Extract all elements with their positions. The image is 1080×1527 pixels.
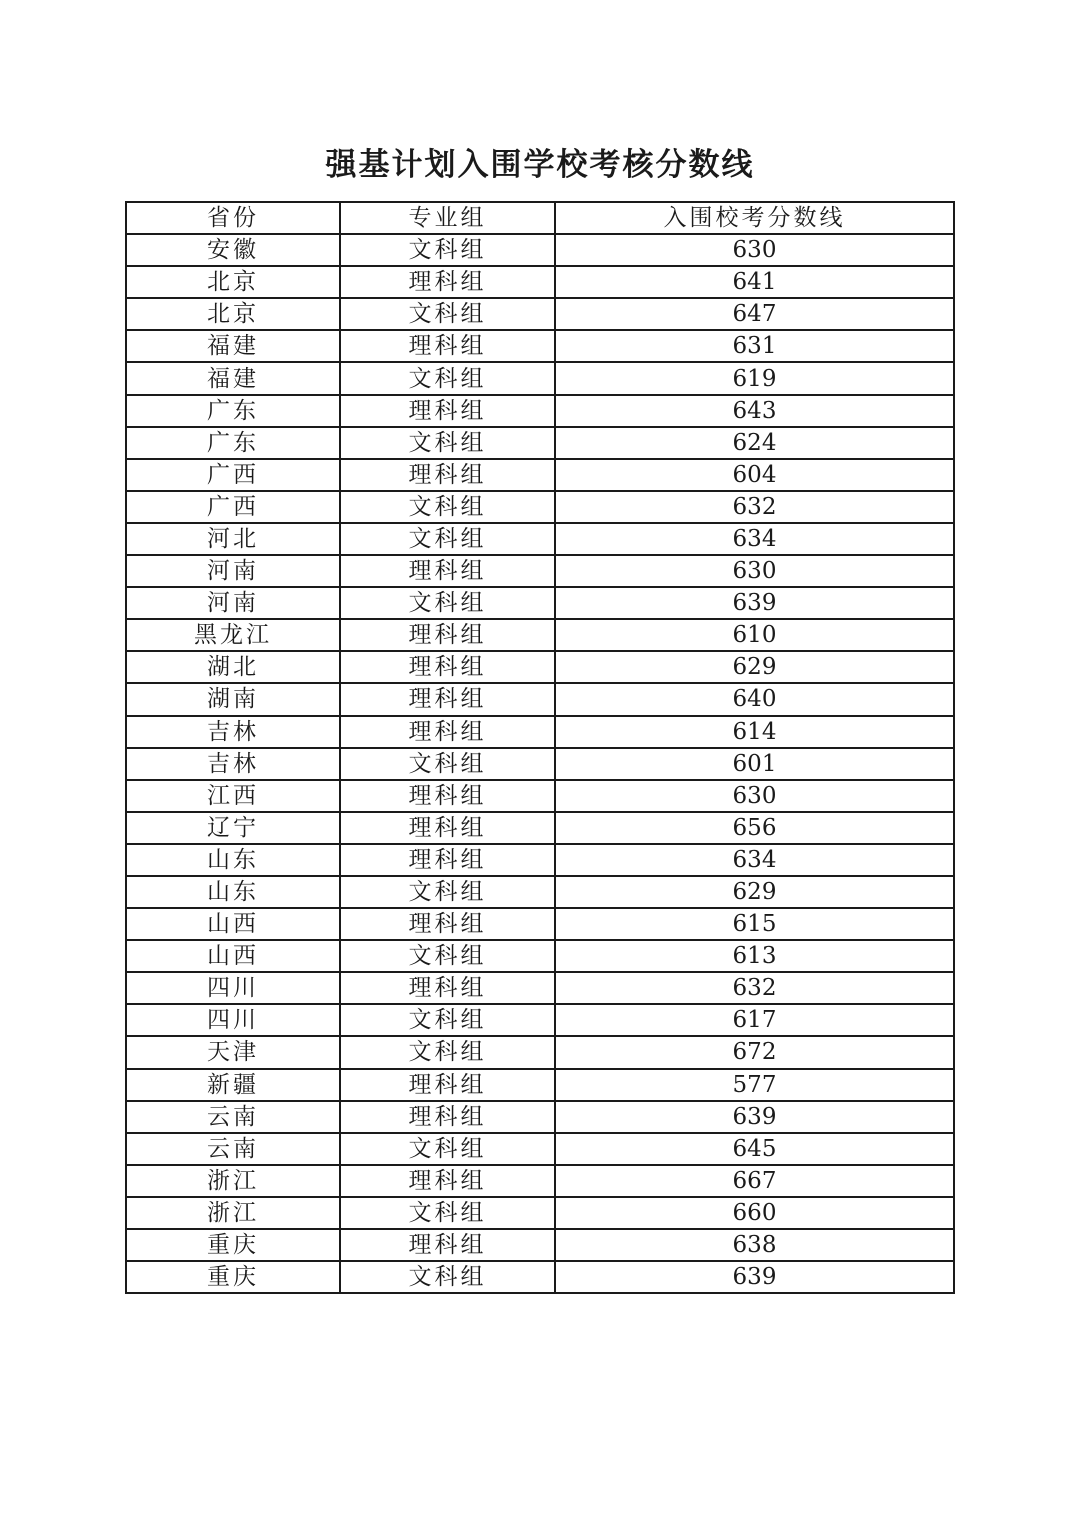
column-header-province: 省份 xyxy=(126,202,340,234)
table-row xyxy=(126,298,954,330)
cell-score: 639 xyxy=(555,1101,954,1133)
table-row xyxy=(126,523,954,555)
cell-group: 文科组 xyxy=(340,1133,555,1165)
table-row xyxy=(126,1229,954,1261)
cell-province: 吉林 xyxy=(126,748,340,780)
cell-province: 山东 xyxy=(126,876,340,908)
cell-province: 安徽 xyxy=(126,234,340,266)
cell-province: 吉林 xyxy=(126,716,340,748)
cell-province: 天津 xyxy=(126,1036,340,1068)
cell-province: 湖南 xyxy=(126,683,340,715)
cell-score: 638 xyxy=(555,1229,954,1261)
cell-group: 文科组 xyxy=(340,362,555,394)
cell-score: 629 xyxy=(555,651,954,683)
cell-province: 山西 xyxy=(126,940,340,972)
cell-score: 667 xyxy=(555,1165,954,1197)
cell-group: 理科组 xyxy=(340,812,555,844)
table-row xyxy=(126,940,954,972)
cell-province: 江西 xyxy=(126,780,340,812)
cell-province: 广东 xyxy=(126,395,340,427)
cell-group: 文科组 xyxy=(340,298,555,330)
cell-province: 湖北 xyxy=(126,651,340,683)
cell-score: 624 xyxy=(555,427,954,459)
table-row xyxy=(126,330,954,362)
table-row xyxy=(126,844,954,876)
cell-score: 641 xyxy=(555,266,954,298)
cell-group: 文科组 xyxy=(340,1261,555,1293)
cell-score: 630 xyxy=(555,780,954,812)
cell-province: 新疆 xyxy=(126,1069,340,1101)
cell-score: 660 xyxy=(555,1197,954,1229)
cell-group: 理科组 xyxy=(340,619,555,651)
cell-province: 北京 xyxy=(126,266,340,298)
cell-group: 文科组 xyxy=(340,1036,555,1068)
cell-province: 黑龙江 xyxy=(126,619,340,651)
column-header-score: 入围校考分数线 xyxy=(555,202,954,234)
cell-province: 辽宁 xyxy=(126,812,340,844)
cell-group: 理科组 xyxy=(340,844,555,876)
cell-group: 文科组 xyxy=(340,234,555,266)
table-row xyxy=(126,876,954,908)
table-row xyxy=(126,1101,954,1133)
table-row xyxy=(126,683,954,715)
table-row xyxy=(126,619,954,651)
cell-province: 重庆 xyxy=(126,1229,340,1261)
cell-province: 北京 xyxy=(126,298,340,330)
cell-group: 文科组 xyxy=(340,876,555,908)
cell-province: 河南 xyxy=(126,555,340,587)
cell-score: 619 xyxy=(555,362,954,394)
table-body xyxy=(126,234,954,1293)
cell-province: 云南 xyxy=(126,1101,340,1133)
cell-group: 理科组 xyxy=(340,780,555,812)
cell-province: 重庆 xyxy=(126,1261,340,1293)
cell-group: 理科组 xyxy=(340,716,555,748)
table-row xyxy=(126,1133,954,1165)
cell-province: 云南 xyxy=(126,1133,340,1165)
table-row xyxy=(126,395,954,427)
cell-group: 理科组 xyxy=(340,683,555,715)
table-row xyxy=(126,1261,954,1293)
cell-score: 645 xyxy=(555,1133,954,1165)
table-row xyxy=(126,1165,954,1197)
cell-group: 文科组 xyxy=(340,427,555,459)
cell-score: 640 xyxy=(555,683,954,715)
cell-group: 理科组 xyxy=(340,651,555,683)
cell-score: 613 xyxy=(555,940,954,972)
table-header-row xyxy=(126,202,954,234)
cell-score: 639 xyxy=(555,587,954,619)
table-row xyxy=(126,716,954,748)
cell-group: 理科组 xyxy=(340,972,555,1004)
cell-province: 福建 xyxy=(126,362,340,394)
table-row xyxy=(126,972,954,1004)
table-row xyxy=(126,651,954,683)
table-row xyxy=(126,1004,954,1036)
table-row xyxy=(126,1036,954,1068)
cell-province: 广东 xyxy=(126,427,340,459)
cell-province: 河北 xyxy=(126,523,340,555)
page-title: 强基计划入围学校考核分数线 xyxy=(325,147,755,183)
cell-score: 634 xyxy=(555,523,954,555)
cell-group: 文科组 xyxy=(340,940,555,972)
cell-group: 理科组 xyxy=(340,459,555,491)
cell-group: 理科组 xyxy=(340,908,555,940)
cell-score: 630 xyxy=(555,234,954,266)
cell-score: 647 xyxy=(555,298,954,330)
cell-score: 632 xyxy=(555,972,954,1004)
table-row xyxy=(126,1069,954,1101)
cell-group: 理科组 xyxy=(340,555,555,587)
cell-score: 577 xyxy=(555,1069,954,1101)
cell-score: 601 xyxy=(555,748,954,780)
cell-score: 631 xyxy=(555,330,954,362)
cell-group: 理科组 xyxy=(340,1229,555,1261)
cell-province: 福建 xyxy=(126,330,340,362)
cell-group: 文科组 xyxy=(340,491,555,523)
cell-group: 理科组 xyxy=(340,1165,555,1197)
cell-province: 山西 xyxy=(126,908,340,940)
table-row xyxy=(126,491,954,523)
cell-score: 643 xyxy=(555,395,954,427)
cell-group: 文科组 xyxy=(340,748,555,780)
cell-score: 614 xyxy=(555,716,954,748)
cell-province: 河南 xyxy=(126,587,340,619)
cell-group: 文科组 xyxy=(340,1197,555,1229)
cell-score: 615 xyxy=(555,908,954,940)
cell-province: 广西 xyxy=(126,459,340,491)
cell-score: 630 xyxy=(555,555,954,587)
cell-score: 617 xyxy=(555,1004,954,1036)
table-row xyxy=(126,780,954,812)
cell-score: 629 xyxy=(555,876,954,908)
cell-group: 理科组 xyxy=(340,395,555,427)
cell-score: 610 xyxy=(555,619,954,651)
cell-province: 山东 xyxy=(126,844,340,876)
cell-province: 浙江 xyxy=(126,1165,340,1197)
table-row xyxy=(126,427,954,459)
cell-group: 文科组 xyxy=(340,523,555,555)
cell-score: 639 xyxy=(555,1261,954,1293)
cell-group: 理科组 xyxy=(340,330,555,362)
table-row xyxy=(126,812,954,844)
table-row xyxy=(126,908,954,940)
cell-score: 632 xyxy=(555,491,954,523)
cell-province: 四川 xyxy=(126,972,340,1004)
cell-group: 理科组 xyxy=(340,266,555,298)
cell-province: 四川 xyxy=(126,1004,340,1036)
cell-score: 656 xyxy=(555,812,954,844)
cell-score: 604 xyxy=(555,459,954,491)
table-row xyxy=(126,1197,954,1229)
column-header-group: 专业组 xyxy=(340,202,555,234)
table-row xyxy=(126,459,954,491)
table-row xyxy=(126,266,954,298)
cell-score: 672 xyxy=(555,1036,954,1068)
table-row xyxy=(126,362,954,394)
table-row xyxy=(126,748,954,780)
table-row xyxy=(126,555,954,587)
table-row xyxy=(126,587,954,619)
score-table xyxy=(125,201,955,1294)
cell-group: 理科组 xyxy=(340,1101,555,1133)
cell-score: 634 xyxy=(555,844,954,876)
cell-group: 文科组 xyxy=(340,1004,555,1036)
cell-group: 文科组 xyxy=(340,587,555,619)
table-row xyxy=(126,234,954,266)
cell-province: 浙江 xyxy=(126,1197,340,1229)
cell-group: 理科组 xyxy=(340,1069,555,1101)
cell-province: 广西 xyxy=(126,491,340,523)
